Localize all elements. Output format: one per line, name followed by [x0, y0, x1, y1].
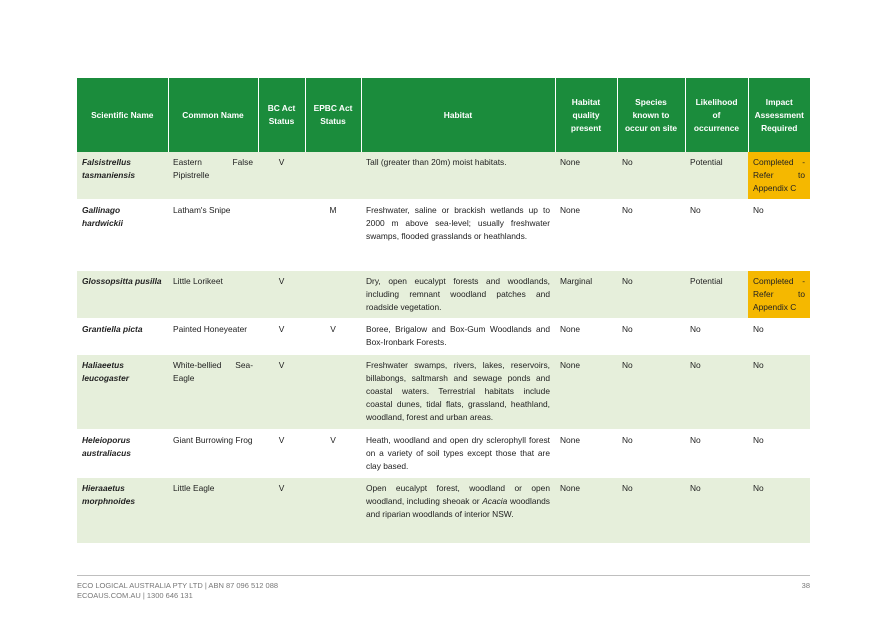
- cell-known: No: [617, 319, 685, 355]
- cell-bc: V: [258, 319, 305, 355]
- cell-bc: V: [258, 271, 305, 319]
- cell-likelihood: No: [685, 355, 748, 430]
- cell-impact: Completed - Refer to Appendix C: [748, 271, 810, 319]
- header-epbc-act-status: EPBC Act Status: [305, 78, 361, 152]
- header-common-name: Common Name: [168, 78, 258, 152]
- cell-known: No: [617, 355, 685, 430]
- cell-likelihood: Potential: [685, 271, 748, 319]
- cell-bc: V: [258, 478, 305, 544]
- cell-scientific: Grantiella picta: [77, 319, 168, 355]
- table-row: [77, 200, 810, 271]
- header-habitat-quality: Habitat quality present: [555, 78, 617, 152]
- cell-scientific: Haliaeetus leucogaster: [77, 355, 168, 430]
- table-row: [77, 319, 810, 355]
- header-habitat: Habitat: [361, 78, 555, 152]
- cell-scientific: Falsistrellus tasmaniensis: [77, 152, 168, 200]
- cell-epbc: V: [305, 319, 361, 355]
- cell-common: Eastern False Pipistrelle: [168, 152, 258, 200]
- cell-bc: V: [258, 152, 305, 200]
- cell-likelihood: Potential: [685, 152, 748, 200]
- cell-epbc: [305, 478, 361, 544]
- cell-likelihood: No: [685, 430, 748, 478]
- cell-epbc: V: [305, 430, 361, 478]
- cell-quality: None: [555, 355, 617, 430]
- footer-divider: [77, 575, 810, 576]
- header-impact-assessment: Impact Assessment Required: [748, 78, 810, 152]
- habitat-text-italic: Acacia: [482, 496, 508, 506]
- habitat-text-pre: Open eucalypt forest, woodland or open woodland, including sheoak or: [366, 483, 550, 506]
- cell-quality: None: [555, 478, 617, 544]
- cell-likelihood: No: [685, 319, 748, 355]
- cell-habitat: Dry, open eucalypt forests and woodlands, including remnant woodland patches and roadside vegetation.: [361, 271, 555, 319]
- cell-habitat: Heath, woodland and open dry sclerophyll forest on a variety of soil types except those that are clay based.: [361, 430, 555, 478]
- cell-quality: Marginal: [555, 271, 617, 319]
- cell-bc: V: [258, 355, 305, 430]
- cell-known: No: [617, 271, 685, 319]
- cell-quality: None: [555, 152, 617, 200]
- cell-common: Painted Honeyeater: [168, 319, 258, 355]
- header-bc-act-status: BC Act Status: [258, 78, 305, 152]
- cell-epbc: [305, 355, 361, 430]
- cell-quality: None: [555, 200, 617, 271]
- header-likelihood: Likelihood of occurrence: [685, 78, 748, 152]
- cell-impact: Completed - Refer to Appendix C: [748, 152, 810, 200]
- cell-impact: No: [748, 430, 810, 478]
- cell-epbc: [305, 271, 361, 319]
- cell-habitat: Boree, Brigalow and Box-Gum Woodlands and Box-Ironbark Forests.: [361, 319, 555, 355]
- cell-common: Giant Burrowing Frog: [168, 430, 258, 478]
- cell-habitat: Tall (greater than 20m) moist habitats.: [361, 152, 555, 200]
- cell-common: Latham's Snipe: [168, 200, 258, 271]
- cell-common: Little Lorikeet: [168, 271, 258, 319]
- habitat-text-post: woodlands and riparian woodlands of interior NSW.: [366, 496, 550, 519]
- cell-scientific: Heleioporus australiacus: [77, 430, 168, 478]
- footer-line-1: ECO LOGICAL AUSTRALIA PTY LTD | ABN 87 096 512 088: [77, 581, 279, 590]
- cell-habitat: Freshwater swamps, rivers, lakes, reservoirs, billabongs, saltmarsh and sewage ponds and coastal waters. Terrestrial habitats include coastal dunes, tidal flats, grassland, heathland, woodland, forest and urban areas.: [361, 355, 555, 430]
- cell-epbc: M: [305, 200, 361, 271]
- footer-company-info: [77, 581, 278, 601]
- cell-impact: No: [748, 319, 810, 355]
- cell-scientific: Glossopsitta pusilla: [77, 271, 168, 319]
- table-row: [77, 355, 810, 430]
- table-row: [77, 478, 810, 544]
- table-row: [77, 430, 810, 478]
- cell-common: White-bellied Sea-Eagle: [168, 355, 258, 430]
- table-row: [77, 152, 810, 200]
- cell-bc: V: [258, 430, 305, 478]
- cell-known: No: [617, 430, 685, 478]
- cell-known: No: [617, 152, 685, 200]
- cell-likelihood: No: [685, 200, 748, 271]
- cell-scientific: Gallinago hardwickii: [77, 200, 168, 271]
- footer-line-2: ECOAUS.COM.AU | 1300 646 131: [77, 591, 193, 600]
- cell-impact: No: [748, 355, 810, 430]
- cell-common: Little Eagle: [168, 478, 258, 544]
- cell-habitat: Freshwater, saline or brackish wetlands up to 2000 m above sea-level; usually freshwater swamps, flooded grasslands or heathlands.: [361, 200, 555, 271]
- cell-quality: None: [555, 430, 617, 478]
- cell-impact: No: [748, 200, 810, 271]
- species-assessment-table: [77, 78, 810, 544]
- cell-impact: No: [748, 478, 810, 544]
- cell-scientific: Hieraaetus morphnoides: [77, 478, 168, 544]
- header-species-known: Species known to occur on site: [617, 78, 685, 152]
- cell-epbc: [305, 152, 361, 200]
- cell-known: No: [617, 478, 685, 544]
- cell-likelihood: No: [685, 478, 748, 544]
- cell-bc: [258, 200, 305, 271]
- table-row: [77, 271, 810, 319]
- cell-quality: None: [555, 319, 617, 355]
- cell-habitat: [361, 478, 555, 544]
- header-scientific-name: Scientific Name: [77, 78, 168, 152]
- page-number: 38: [801, 581, 810, 590]
- cell-known: No: [617, 200, 685, 271]
- table-header-row: [77, 78, 810, 152]
